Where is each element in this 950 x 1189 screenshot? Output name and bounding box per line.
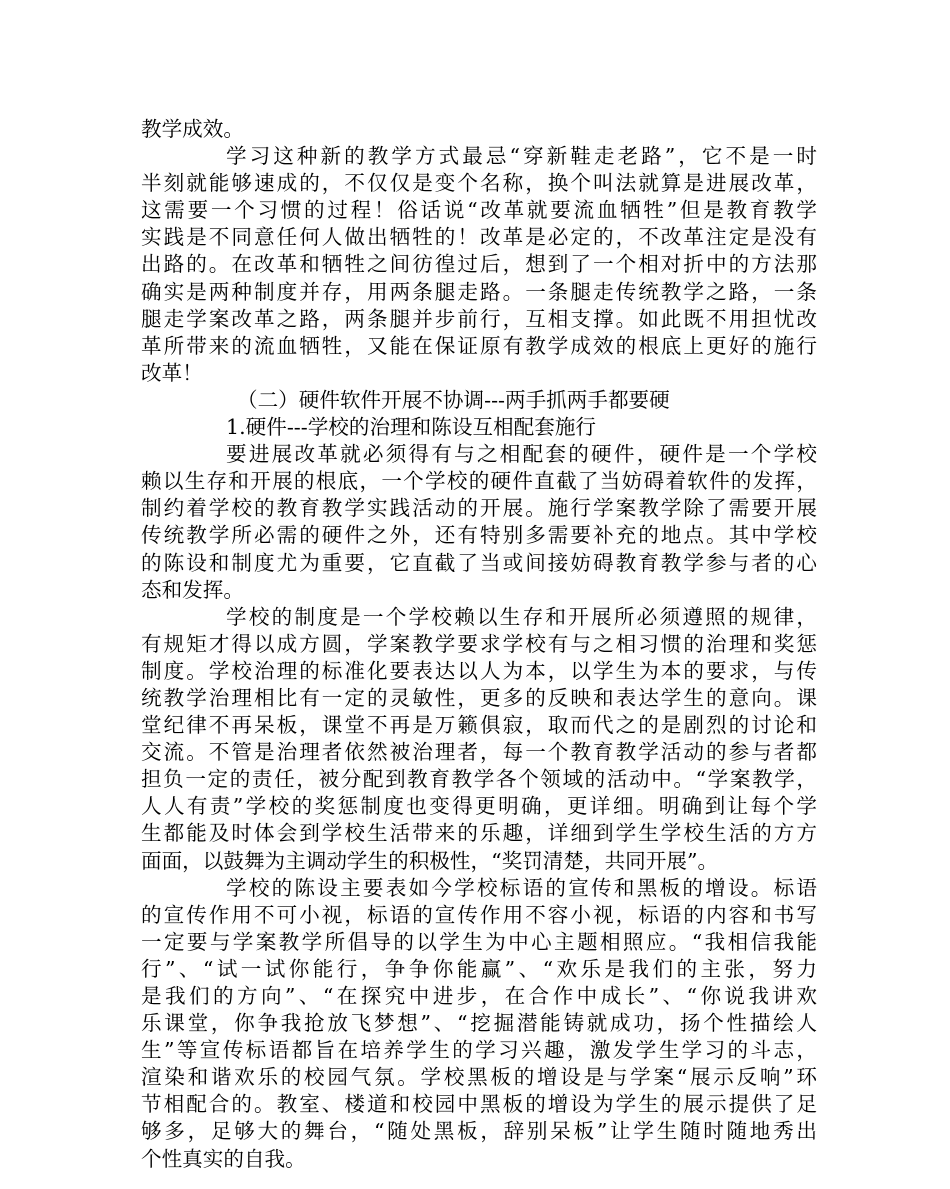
text-line: 实践是不同意任何人做出牺牲的！改革是必定的，不改革注定是没有 xyxy=(141,225,817,250)
text-line: 是我们的方向”、“在探究中进步，在合作中成长”、“你说我讲欢 xyxy=(141,984,817,1008)
text-line: 的宣传作用不可小视，标语的宣传作用不容小视，标语的内容和书写 xyxy=(141,902,817,927)
text-line: （二）硬件软件开展不协调---两手抓两手都要硬 xyxy=(237,387,670,412)
text-line: 赖以生存和开展的根底，一个学校的硬件直截了当妨碍着软件的发挥， xyxy=(141,469,817,494)
text-line: 生”等宣传标语都旨在培养学生的学习兴趣，激发学生学习的斗志， xyxy=(141,1038,817,1063)
text-line: 态和发挥。 xyxy=(141,577,244,602)
document-body xyxy=(141,116,817,1173)
document-page xyxy=(141,116,817,1173)
text-line: 有规矩才得以成方圆，学案教学要求学校有与之相习惯的治理和奖惩 xyxy=(141,631,817,656)
text-line: 堂纪律不再呆板，课堂不再是万籁俱寂，取而代之的是剧烈的讨论和 xyxy=(141,713,817,738)
text-line: 生都能及时体会到学校生活带来的乐趣，详细到学生学校生活的方方 xyxy=(141,821,817,846)
text-line: 节相配合的。教室、楼道和校园中黑板的增设为学生的展示提供了足 xyxy=(141,1092,817,1117)
text-line: 学习这种新的教学方式最忌“穿新鞋走老路”，它不是一时 xyxy=(226,144,817,169)
text-line: 一定要与学案教学所倡导的以学生为中心主题相照应。“我相信我能 xyxy=(141,929,817,954)
text-line: 半刻就能够速成的，不仅仅是变个名称，换个叫法就算是进展改革， xyxy=(141,171,817,196)
text-line: 革所带来的流血牺牲，又能在保证原有教学成效的根底上更好的施行 xyxy=(141,333,817,358)
text-line: 的陈设和制度尤为重要，它直截了当或间接妨碍教育教学参与者的心 xyxy=(141,550,817,575)
text-line: 学校的陈设主要表如今学校标语的宣传和黑板的增设。标语 xyxy=(226,875,817,900)
text-line: 行”、“试一试你能行，争争你能赢”、“欢乐是我们的主张，努力 xyxy=(141,956,817,981)
text-line: 渲染和谐欢乐的校园气氛。学校黑板的增设是与学案“展示反响”环 xyxy=(141,1065,817,1090)
text-line: 传统教学所必需的硬件之外，还有特别多需要补充的地点。其中学校 xyxy=(141,523,817,548)
text-line: 教学成效。 xyxy=(141,117,244,141)
text-line: 乐课堂，你争我抢放飞梦想”、“挖掘潜能铸就成功，扬个性描绘人 xyxy=(141,1011,817,1036)
text-line: 学校的制度是一个学校赖以生存和开展所必须遵照的规律， xyxy=(226,604,817,629)
text-line: 出路的。在改革和牺牲之间彷徨过后，想到了一个相对折中的方法那 xyxy=(141,252,817,277)
text-line: 确实是两种制度并存，用两条腿走路。一条腿走传统教学之路，一条 xyxy=(141,279,817,304)
text-line: 人人有责”学校的奖惩制度也变得更明确，更详细。明确到让每个学 xyxy=(141,794,817,819)
text-line: 够多，足够大的舞台，“随处黑板，辞别呆板”让学生随时随地秀出 xyxy=(141,1119,817,1144)
text-line: 制约着学校的教育教学实践活动的开展。施行学案教学除了需要开展 xyxy=(141,496,817,521)
text-line: 1.硬件---学校的治理和陈设互相配套施行 xyxy=(226,415,597,440)
text-line: 交流。不管是治理者依然被治理者，每一个教育教学活动的参与者都 xyxy=(141,740,817,765)
text-line: 改革！ xyxy=(141,360,203,385)
text-line: 这需要一个习惯的过程！俗话说“改革就要流血牺牲”但是教育教学 xyxy=(141,198,817,223)
text-line: 个性真实的自我。 xyxy=(141,1146,306,1171)
text-line: 要进展改革就必须得有与之相配套的硬件，硬件是一个学校 xyxy=(226,442,817,467)
text-line: 面面，以鼓舞为主调动学生的积极性，“奖罚清楚，共同开展”。 xyxy=(141,848,719,873)
text-line: 制度。学校治理的标准化要表达以人为本，以学生为本的要求，与传 xyxy=(141,658,817,683)
text-line: 统教学治理相比有一定的灵敏性，更多的反映和表达学生的意向。课 xyxy=(141,685,817,710)
text-line: 腿走学案改革之路，两条腿并步前行，互相支撑。如此既不用担忧改 xyxy=(141,306,817,331)
text-line: 担负一定的责任，被分配到教育教学各个领域的活动中。“学案教学， xyxy=(141,767,817,792)
